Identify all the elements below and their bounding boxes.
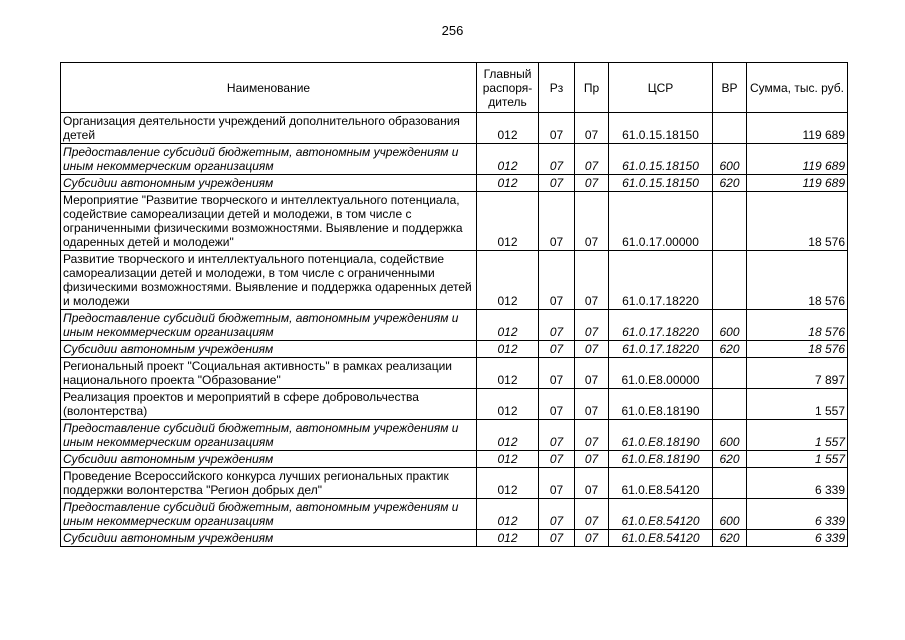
table-row xyxy=(61,144,848,175)
row-main-manager: 012 xyxy=(477,341,539,358)
row-expense-type xyxy=(713,251,747,310)
row-main-manager: 012 xyxy=(477,468,539,499)
row-section: 07 xyxy=(539,113,575,144)
row-subsection: 07 xyxy=(575,530,609,547)
header-subsection: Пр xyxy=(575,63,609,113)
row-expense-type xyxy=(713,389,747,420)
row-main-manager: 012 xyxy=(477,451,539,468)
row-amount: 119 689 xyxy=(747,113,848,144)
row-main-manager: 012 xyxy=(477,310,539,341)
row-subsection: 07 xyxy=(575,499,609,530)
row-target-article: 61.0.E8.54120 xyxy=(609,499,713,530)
table-row xyxy=(61,530,848,547)
row-name: Субсидии автономным учреждениям xyxy=(61,530,477,547)
row-section: 07 xyxy=(539,192,575,251)
row-section: 07 xyxy=(539,310,575,341)
header-target-article: ЦСР xyxy=(609,63,713,113)
row-name: Развитие творческого и интеллектуального потенциала, содействие самореализации детей и молодежи, в том числе с ограниченными физическими возможностями. Выявление и поддержка одаренных детей и молодежи xyxy=(61,251,477,310)
row-subsection: 07 xyxy=(575,420,609,451)
table-row xyxy=(61,468,848,499)
row-expense-type: 600 xyxy=(713,310,747,341)
row-amount: 1 557 xyxy=(747,420,848,451)
header-expense-type: ВР xyxy=(713,63,747,113)
table-row xyxy=(61,499,848,530)
row-name: Субсидии автономным учреждениям xyxy=(61,451,477,468)
row-subsection: 07 xyxy=(575,468,609,499)
row-name: Субсидии автономным учреждениям xyxy=(61,175,477,192)
row-section: 07 xyxy=(539,389,575,420)
row-subsection: 07 xyxy=(575,389,609,420)
row-expense-type: 620 xyxy=(713,530,747,547)
table-row xyxy=(61,420,848,451)
row-section: 07 xyxy=(539,468,575,499)
table-row xyxy=(61,192,848,251)
row-expense-type: 620 xyxy=(713,175,747,192)
row-subsection: 07 xyxy=(575,358,609,389)
table-row xyxy=(61,175,848,192)
row-main-manager: 012 xyxy=(477,175,539,192)
row-expense-type: 600 xyxy=(713,144,747,175)
row-target-article: 61.0.15.18150 xyxy=(609,144,713,175)
row-subsection: 07 xyxy=(575,144,609,175)
row-target-article: 61.0.E8.00000 xyxy=(609,358,713,389)
row-name: Предоставление субсидий бюджетным, автономным учреждениям и иным некоммерческим организациям xyxy=(61,499,477,530)
row-amount: 1 557 xyxy=(747,451,848,468)
row-name: Предоставление субсидий бюджетным, автономным учреждениям и иным некоммерческим организациям xyxy=(61,144,477,175)
row-section: 07 xyxy=(539,144,575,175)
row-expense-type xyxy=(713,468,747,499)
table-header-row xyxy=(61,63,848,113)
table-row xyxy=(61,341,848,358)
row-main-manager: 012 xyxy=(477,251,539,310)
row-main-manager: 012 xyxy=(477,192,539,251)
row-amount: 18 576 xyxy=(747,251,848,310)
row-expense-type: 600 xyxy=(713,499,747,530)
row-amount: 7 897 xyxy=(747,358,848,389)
row-subsection: 07 xyxy=(575,113,609,144)
table-row xyxy=(61,451,848,468)
row-expense-type xyxy=(713,192,747,251)
row-section: 07 xyxy=(539,451,575,468)
row-name: Субсидии автономным учреждениям xyxy=(61,341,477,358)
row-section: 07 xyxy=(539,530,575,547)
row-amount: 6 339 xyxy=(747,499,848,530)
row-main-manager: 012 xyxy=(477,389,539,420)
row-main-manager: 012 xyxy=(477,530,539,547)
row-section: 07 xyxy=(539,251,575,310)
row-name: Региональный проект "Социальная активность" в рамках реализации национального проекта "Образование" xyxy=(61,358,477,389)
row-name: Предоставление субсидий бюджетным, автономным учреждениям и иным некоммерческим организациям xyxy=(61,420,477,451)
row-target-article: 61.0.15.18150 xyxy=(609,175,713,192)
row-amount: 18 576 xyxy=(747,310,848,341)
header-name: Наименование xyxy=(61,63,477,113)
row-name: Проведение Всероссийского конкурса лучших региональных практик поддержки волонтерства "Регион добрых дел" xyxy=(61,468,477,499)
row-target-article: 61.0.E8.54120 xyxy=(609,530,713,547)
row-amount: 119 689 xyxy=(747,144,848,175)
row-amount: 6 339 xyxy=(747,530,848,547)
row-expense-type: 620 xyxy=(713,341,747,358)
row-target-article: 61.0.17.18220 xyxy=(609,251,713,310)
row-expense-type xyxy=(713,358,747,389)
row-amount: 119 689 xyxy=(747,175,848,192)
table-row xyxy=(61,389,848,420)
row-subsection: 07 xyxy=(575,251,609,310)
row-section: 07 xyxy=(539,420,575,451)
row-subsection: 07 xyxy=(575,310,609,341)
row-section: 07 xyxy=(539,358,575,389)
row-amount: 6 339 xyxy=(747,468,848,499)
row-name: Организация деятельности учреждений дополнительного образования детей xyxy=(61,113,477,144)
row-amount: 1 557 xyxy=(747,389,848,420)
header-amount: Сумма, тыс. руб. xyxy=(747,63,848,113)
row-expense-type: 620 xyxy=(713,451,747,468)
row-target-article: 61.0.E8.18190 xyxy=(609,420,713,451)
table-row xyxy=(61,113,848,144)
row-name: Реализация проектов и мероприятий в сфере добровольчества (волонтерства) xyxy=(61,389,477,420)
header-section: Рз xyxy=(539,63,575,113)
row-target-article: 61.0.15.18150 xyxy=(609,113,713,144)
row-name: Предоставление субсидий бюджетным, автономным учреждениям и иным некоммерческим организациям xyxy=(61,310,477,341)
budget-table xyxy=(60,62,848,547)
row-target-article: 61.0.E8.54120 xyxy=(609,468,713,499)
header-main-manager: Главный распоря-дитель xyxy=(477,63,539,113)
row-target-article: 61.0.17.18220 xyxy=(609,341,713,358)
row-target-article: 61.0.17.00000 xyxy=(609,192,713,251)
table-row xyxy=(61,358,848,389)
row-expense-type: 600 xyxy=(713,420,747,451)
row-target-article: 61.0.E8.18190 xyxy=(609,451,713,468)
row-expense-type xyxy=(713,113,747,144)
row-subsection: 07 xyxy=(575,451,609,468)
row-subsection: 07 xyxy=(575,175,609,192)
row-main-manager: 012 xyxy=(477,499,539,530)
table-row xyxy=(61,310,848,341)
row-main-manager: 012 xyxy=(477,144,539,175)
row-main-manager: 012 xyxy=(477,113,539,144)
row-name: Мероприятие "Развитие творческого и интеллектуального потенциала, содействие самореализации детей и молодежи, в том числе с ограниченными физическими возможностями. Выявление и поддержка одаренных детей и молодежи" xyxy=(61,192,477,251)
row-subsection: 07 xyxy=(575,341,609,358)
row-main-manager: 012 xyxy=(477,358,539,389)
row-section: 07 xyxy=(539,175,575,192)
row-target-article: 61.0.17.18220 xyxy=(609,310,713,341)
page-number: 256 xyxy=(441,23,464,38)
row-main-manager: 012 xyxy=(477,420,539,451)
row-section: 07 xyxy=(539,499,575,530)
row-section: 07 xyxy=(539,341,575,358)
row-target-article: 61.0.E8.18190 xyxy=(609,389,713,420)
table-row xyxy=(61,251,848,310)
row-amount: 18 576 xyxy=(747,341,848,358)
row-amount: 18 576 xyxy=(747,192,848,251)
row-subsection: 07 xyxy=(575,192,609,251)
